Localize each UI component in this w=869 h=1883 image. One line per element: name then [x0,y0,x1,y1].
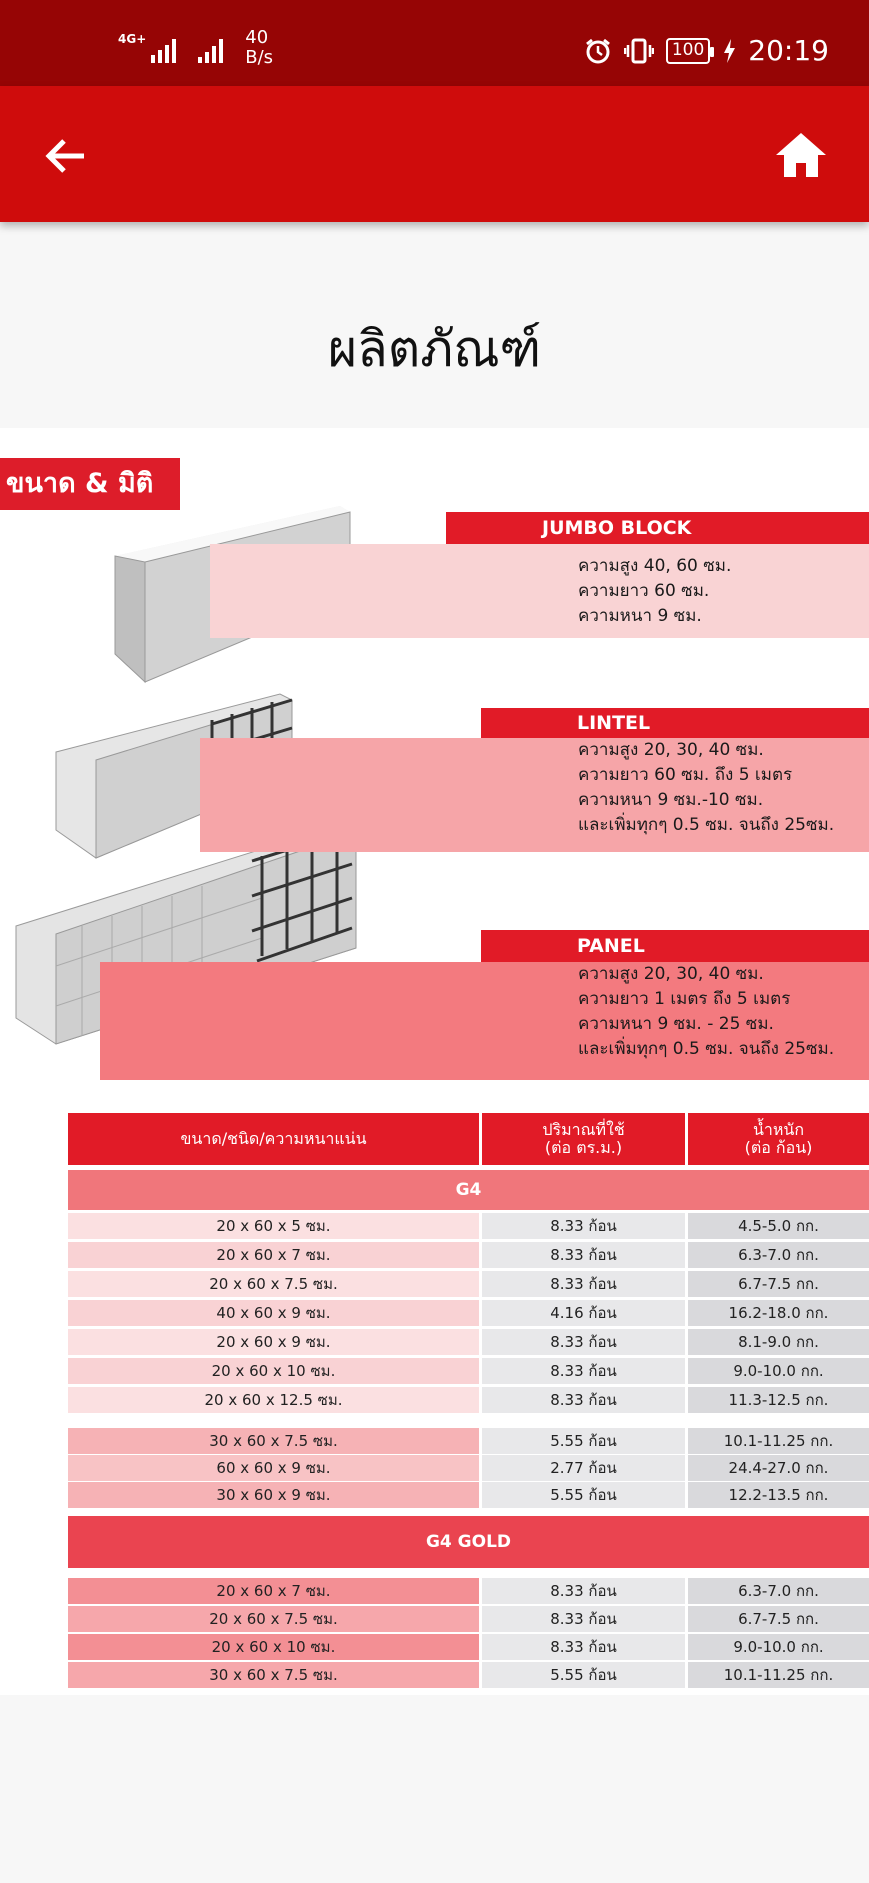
table-row [68,1329,869,1355]
cell-weight: 10.1-11.25 กก. [688,1428,869,1454]
product-infographic [0,428,869,1695]
cell-size: 20 x 60 x 10 ซม. [68,1634,479,1660]
page-title: ผลิตภัณฑ์ [327,320,542,378]
product-spec: และเพิ่มทุกๆ 0.5 ซม. จนถึง 25ซม. [578,1039,835,1059]
wifi-signal-icon [198,33,223,63]
product-name: JUMBO BLOCK [446,512,869,544]
cell-quantity: 8.33 ก้อน [482,1606,685,1632]
status-bar [0,0,869,86]
cell-quantity: 4.16 ก้อน [482,1300,685,1326]
battery-icon: 100 [666,38,710,64]
col-header-size: ขนาด/ชนิด/ความหนาแน่น [68,1113,479,1165]
cell-weight: 9.0-10.0 กก. [688,1358,869,1384]
back-button[interactable] [36,126,96,186]
table-row [68,1428,869,1454]
cell-quantity: 5.55 ก้อน [482,1662,685,1688]
product-spec: ความสูง 20, 30, 40 ซม. [578,964,764,984]
table-row [68,1662,869,1688]
cell-size: 20 x 60 x 7 ซม. [68,1242,479,1268]
cell-size: 20 x 60 x 9 ซม. [68,1329,479,1355]
cell-quantity: 8.33 ก้อน [482,1271,685,1297]
product-panel [0,930,869,1082]
charging-icon [722,38,736,64]
alarm-icon [584,37,612,65]
section-g4: G4 [68,1170,869,1210]
arrow-back-icon [36,126,96,186]
cell-quantity: 8.33 ก้อน [482,1387,685,1413]
cell-quantity: 5.55 ก้อน [482,1428,685,1454]
table-row [68,1271,869,1297]
cell-weight: 6.7-7.5 กก. [688,1271,869,1297]
cell-size: 20 x 60 x 7.5 ซม. [68,1271,479,1297]
cell-size: 40 x 60 x 9 ซม. [68,1300,479,1326]
product-spec: และเพิ่มทุกๆ 0.5 ซม. จนถึง 25ซม. [578,815,835,835]
product-name: PANEL [481,930,869,962]
table-row [68,1606,869,1632]
cell-size: 30 x 60 x 7.5 ซม. [68,1662,479,1688]
table-row [68,1213,869,1239]
product-spec: ความสูง 20, 30, 40 ซม. [578,740,764,760]
product-jumbo-block [0,512,869,668]
product-spec: ความยาว 60 ซม. [578,581,710,601]
cell-quantity: 8.33 ก้อน [482,1329,685,1355]
cell-size: 60 x 60 x 9 ซม. [68,1455,479,1481]
dimension-section-tab: ขนาด & มิติ [0,458,180,510]
cell-weight: 10.1-11.25 กก. [688,1662,869,1688]
table-row [68,1387,869,1413]
section-g4-gold: G4 GOLD [68,1516,869,1568]
table-row [68,1482,869,1508]
table-row [68,1578,869,1604]
product-spec: ความยาว 1 เมตร ถึง 5 เมตร [578,989,791,1009]
network-type-label: 4G+ [118,32,147,46]
cell-quantity: 8.33 ก้อน [482,1213,685,1239]
cell-size: 30 x 60 x 9 ซม. [68,1482,479,1508]
cell-quantity: 5.55 ก้อน [482,1482,685,1508]
cell-size: 30 x 60 x 7.5 ซม. [68,1428,479,1454]
cell-size: 20 x 60 x 10 ซม. [68,1358,479,1384]
product-spec: ความหนา 9 ซม. [578,606,702,626]
cell-size: 20 x 60 x 12.5 ซม. [68,1387,479,1413]
cell-weight: 4.5-5.0 กก. [688,1213,869,1239]
table-row [68,1455,869,1481]
cell-quantity: 8.33 ก้อน [482,1242,685,1268]
cell-weight: 16.2-18.0 กก. [688,1300,869,1326]
cell-quantity: 8.33 ก้อน [482,1578,685,1604]
cell-quantity: 8.33 ก้อน [482,1634,685,1660]
table-row [68,1300,869,1326]
home-button[interactable] [771,126,831,186]
product-spec: ความหนา 9 ซม.-10 ซม. [578,790,764,810]
cell-weight: 6.3-7.0 กก. [688,1578,869,1604]
product-name: LINTEL [481,708,869,738]
cell-weight: 12.2-13.5 กก. [688,1482,869,1508]
cell-quantity: 8.33 ก้อน [482,1358,685,1384]
home-icon [771,126,831,186]
app-bar [0,86,869,222]
col-header-quantity: ปริมาณที่ใช้ (ต่อ ตร.ม.) [482,1113,685,1165]
cell-weight: 6.7-7.5 กก. [688,1606,869,1632]
clock-time: 20:19 [748,34,829,67]
cell-size: 20 x 60 x 7 ซม. [68,1578,479,1604]
table-row [68,1242,869,1268]
product-lintel [0,708,869,858]
table-row [68,1634,869,1660]
table-row [68,1358,869,1384]
product-spec: ความหนา 9 ซม. - 25 ซม. [578,1014,774,1034]
product-spec: ความยาว 60 ซม. ถึง 5 เมตร [578,765,793,785]
mobile-signal-icon [118,33,176,63]
network-speed: 40 B/s [245,27,274,68]
col-header-weight: น้ำหนัก (ต่อ ก้อน) [688,1113,869,1165]
cell-weight: 24.4-27.0 กก. [688,1455,869,1481]
table-header [68,1113,869,1165]
cell-weight: 8.1-9.0 กก. [688,1329,869,1355]
cell-weight: 6.3-7.0 กก. [688,1242,869,1268]
spec-table [68,1113,869,1683]
cell-size: 20 x 60 x 7.5 ซม. [68,1606,479,1632]
cell-weight: 11.3-12.5 กก. [688,1387,869,1413]
vibrate-icon [624,37,654,65]
product-spec: ความสูง 40, 60 ซม. [578,556,732,576]
cell-quantity: 2.77 ก้อน [482,1455,685,1481]
cell-size: 20 x 60 x 5 ซม. [68,1213,479,1239]
cell-weight: 9.0-10.0 กก. [688,1634,869,1660]
